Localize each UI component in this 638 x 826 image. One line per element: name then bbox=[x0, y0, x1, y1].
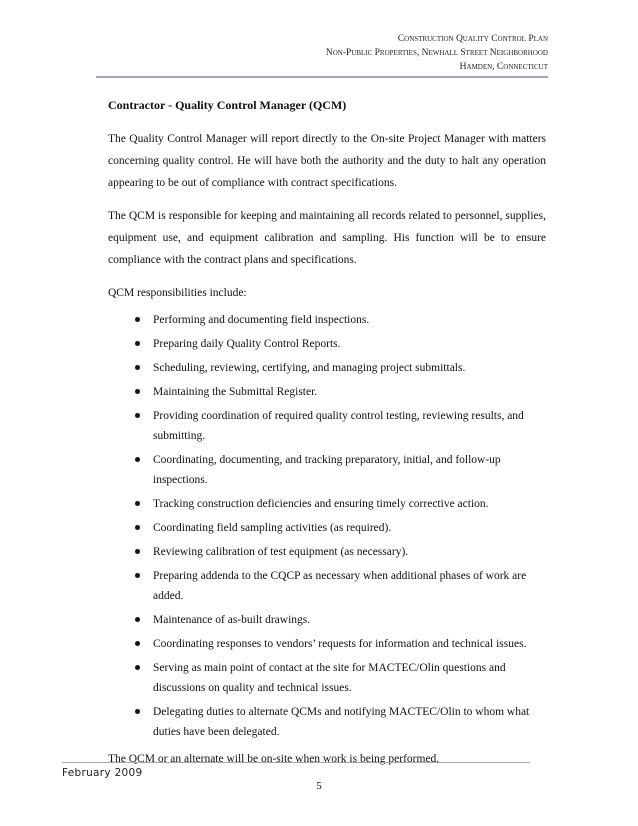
header-project: Non-Public Properties, Newhall Street Neighborhood bbox=[325, 48, 548, 58]
list-item-text: Reviewing calibration of test equipment (as necessary). bbox=[153, 546, 409, 558]
list-item bbox=[135, 518, 546, 538]
list-item-text: Delegating duties to alternate QCMs and notifying MACTEC/Olin to whom what duties have been delegated. bbox=[153, 706, 530, 738]
page-number: 5 bbox=[316, 780, 322, 792]
bullet-icon bbox=[135, 413, 140, 418]
list-item bbox=[135, 450, 546, 490]
list-item bbox=[135, 334, 546, 354]
page-content bbox=[108, 98, 546, 776]
responsibilities-list bbox=[108, 310, 546, 742]
list-item-text: Providing coordination of required quality control testing, reviewing results, and submitting. bbox=[153, 410, 524, 442]
header-title: Construction Quality Control Plan bbox=[397, 34, 548, 44]
bullet-icon bbox=[135, 389, 140, 394]
bullet-icon bbox=[135, 457, 140, 462]
list-item-text: Coordinating field sampling activities (as required). bbox=[153, 522, 392, 534]
paragraph-reporting: The Quality Control Manager will report directly to the On-site Project Manager with matters concerning quality control. He will have both the authority and the duty to halt any operation appearing to be out of compliance with contract specifications. bbox=[108, 133, 546, 189]
list-item bbox=[135, 610, 546, 630]
bullet-icon bbox=[135, 573, 140, 578]
list-item-text: Maintaining the Submittal Register. bbox=[153, 386, 318, 398]
list-item bbox=[135, 494, 546, 514]
list-item bbox=[135, 702, 546, 742]
bullet-icon bbox=[135, 665, 140, 670]
bullet-icon bbox=[135, 525, 140, 530]
list-item bbox=[135, 406, 546, 446]
list-item-text: Preparing daily Quality Control Reports. bbox=[153, 338, 341, 350]
list-item bbox=[135, 358, 546, 378]
list-item-text: Maintenance of as-built drawings. bbox=[153, 614, 311, 626]
list-item bbox=[135, 634, 546, 654]
list-item bbox=[135, 542, 546, 562]
footer-date: February 2009 bbox=[62, 767, 143, 779]
list-item-text: Scheduling, reviewing, certifying, and managing project submittals. bbox=[153, 362, 466, 374]
list-item-text: Performing and documenting field inspections. bbox=[153, 314, 370, 326]
bullet-icon bbox=[135, 365, 140, 370]
footer-divider bbox=[62, 762, 530, 763]
header-location: Hamden, Connecticut bbox=[459, 62, 548, 72]
list-item-text: Tracking construction deficiencies and ensuring timely corrective action. bbox=[153, 498, 489, 510]
bullet-icon bbox=[135, 501, 140, 506]
section-heading: Contractor - Quality Control Manager (QCM) bbox=[108, 98, 347, 112]
list-item bbox=[135, 382, 546, 402]
list-item-text: Coordinating, documenting, and tracking preparatory, initial, and follow-up inspections. bbox=[153, 454, 501, 486]
list-item bbox=[135, 658, 546, 698]
paragraph-records: The QCM is responsible for keeping and maintaining all records related to personnel, supplies, equipment use, and equipment calibration and sampling. His function will be to ensure compliance with the contract plans and specifications. bbox=[108, 210, 546, 266]
list-item-text: Serving as main point of contact at the site for MACTEC/Olin questions and discussions on quality and technical issues. bbox=[153, 662, 506, 694]
list-item-text: Preparing addenda to the CQCP as necessary when additional phases of work are added. bbox=[153, 570, 527, 602]
bullet-icon bbox=[135, 641, 140, 646]
bullet-icon bbox=[135, 341, 140, 346]
list-item-text: Coordinating responses to vendors’ requests for information and technical issues. bbox=[153, 638, 527, 650]
list-item bbox=[135, 310, 546, 330]
list-item bbox=[135, 566, 546, 606]
bullet-icon bbox=[135, 317, 140, 322]
bullet-icon bbox=[135, 549, 140, 554]
bullet-icon bbox=[135, 617, 140, 622]
running-header bbox=[228, 32, 548, 74]
responsibilities-intro: QCM responsibilities include: bbox=[108, 287, 247, 299]
bullet-icon bbox=[135, 709, 140, 714]
closing-paragraph: The QCM or an alternate will be on-site when work is being performed. bbox=[108, 753, 440, 765]
header-divider bbox=[96, 76, 548, 78]
